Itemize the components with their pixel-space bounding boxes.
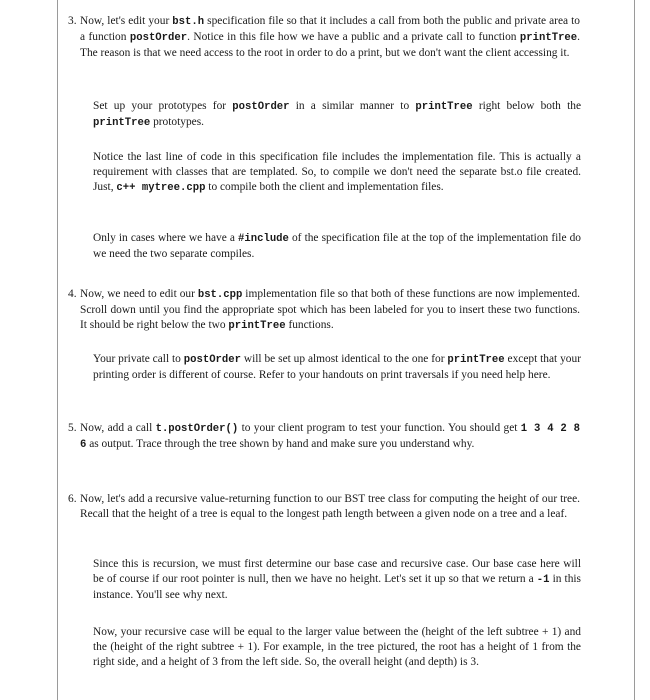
text-run: to compile both the client and implementation files. xyxy=(205,181,444,193)
item-5-paragraph-1 xyxy=(80,421,580,453)
code-term: c++ mytree.cpp xyxy=(116,182,206,194)
item-6-paragraph-1 xyxy=(80,492,580,522)
item-number: 4. xyxy=(68,288,77,300)
text-run: prototypes. xyxy=(150,116,205,128)
code-term: printTree xyxy=(447,354,505,366)
code-term: 1 3 4 2 8 6 xyxy=(80,423,580,451)
text-run: to your client program to test your function. You should get xyxy=(238,422,521,434)
text-run: specification file so that it includes a call from both the public and private area to a function xyxy=(80,15,580,43)
code-term: t.postOrder() xyxy=(155,423,239,435)
text-run: Since this is recursion, we must first determine our base case and recursive case. Our base case here will be of course if our root pointer is null, then we have no height. Let's set it up so that we return a xyxy=(93,558,581,585)
item-number: 3. xyxy=(68,15,77,27)
item-3 xyxy=(68,14,580,61)
item-number: 6. xyxy=(68,493,77,505)
item-6-paragraph-3 xyxy=(93,625,581,670)
code-term: bst.cpp xyxy=(197,289,243,301)
item-6-paragraph-2 xyxy=(93,557,581,603)
item-3-paragraph-3-wrap xyxy=(93,150,581,196)
text-run: Only in cases where we have a xyxy=(93,232,239,244)
text-run: implementation file so that both of these functions are now implemented. Scroll down until you find the appropriate spot which has been labeled for you to insert these two functions. It should be right below the two xyxy=(80,288,581,331)
text-run: Now, let's add a recursive value-returning function to our BST tree class for computing the height of our tree. Recall that the height of a tree is equal to the longest path length between a given node on a tree and a leaf. xyxy=(80,493,580,520)
text-run: Set up your prototypes for xyxy=(93,100,233,112)
item-3-paragraph-2-wrap xyxy=(93,99,581,131)
code-term: bst.h xyxy=(172,16,205,28)
item-4-paragraph-2 xyxy=(93,352,581,383)
item-3-paragraph-2 xyxy=(93,99,581,131)
item-4-paragraph-1 xyxy=(80,287,580,334)
text-run: will be set up almost identical to the one for xyxy=(240,353,448,365)
text-run: in this instance. You'll see why next. xyxy=(93,573,581,601)
item-3-paragraph-4 xyxy=(93,231,581,262)
item-number: 5. xyxy=(68,422,77,434)
code-term: postOrder xyxy=(183,354,241,366)
code-term: -1 xyxy=(536,574,550,586)
item-6-paragraph-3-wrap xyxy=(93,625,581,670)
item-4-paragraph-2-wrap xyxy=(93,352,581,383)
code-term: postOrder xyxy=(232,101,290,113)
item-3-paragraph-4-wrap xyxy=(93,231,581,262)
item-6 xyxy=(68,492,580,522)
text-run: functions. xyxy=(285,319,334,331)
text-run: . The reason is that we need access to the root in order to do a print, but we don't want the client accessing it. xyxy=(80,31,580,59)
code-term: #include xyxy=(238,233,289,245)
code-term: printTree xyxy=(228,320,286,332)
text-run: Now, your recursive case will be equal to the larger value between the (height of the left subtree + 1) and the (height of the right subtree + 1). For example, in the tree pictured, the root has a height of 1 from the right side, and a height of 3 from the left side. So, the overall height (and depth) is 3. xyxy=(93,626,581,668)
code-term: postOrder xyxy=(129,32,188,44)
text-run: in a similar manner to xyxy=(289,100,416,112)
text-run: right below both the xyxy=(472,100,581,112)
code-term: printTree xyxy=(93,117,151,129)
item-3-paragraph-1 xyxy=(80,14,580,61)
text-run: as output. Trace through the tree shown by hand and make sure you understand why. xyxy=(86,438,475,450)
text-run: Your private call to xyxy=(93,353,184,365)
text-run: Notice the last line of code in this specification file includes the implementation file. This is actually a requirement with classes that are templated. So, to compile we don't need the separate bst.o file created. Just, xyxy=(93,151,581,193)
text-run: . Notice in this file how we have a public and a private call to function xyxy=(187,31,520,43)
item-3-paragraph-3 xyxy=(93,150,581,196)
code-term: printTree xyxy=(519,32,578,44)
text-run: of the specification file at the top of the implementation file do we need the two separate compiles. xyxy=(93,232,581,260)
text-run: Now, let's edit your xyxy=(80,15,173,27)
item-5 xyxy=(68,421,580,453)
item-6-paragraph-2-wrap xyxy=(93,557,581,603)
text-run: except that your printing order is different of course. Refer to your handouts on print traversals if you need help here. xyxy=(93,353,581,381)
text-run: Now, we need to edit our xyxy=(80,288,198,300)
item-4 xyxy=(68,287,581,334)
text-run: Now, add a call xyxy=(80,422,156,434)
code-term: printTree xyxy=(415,101,473,113)
